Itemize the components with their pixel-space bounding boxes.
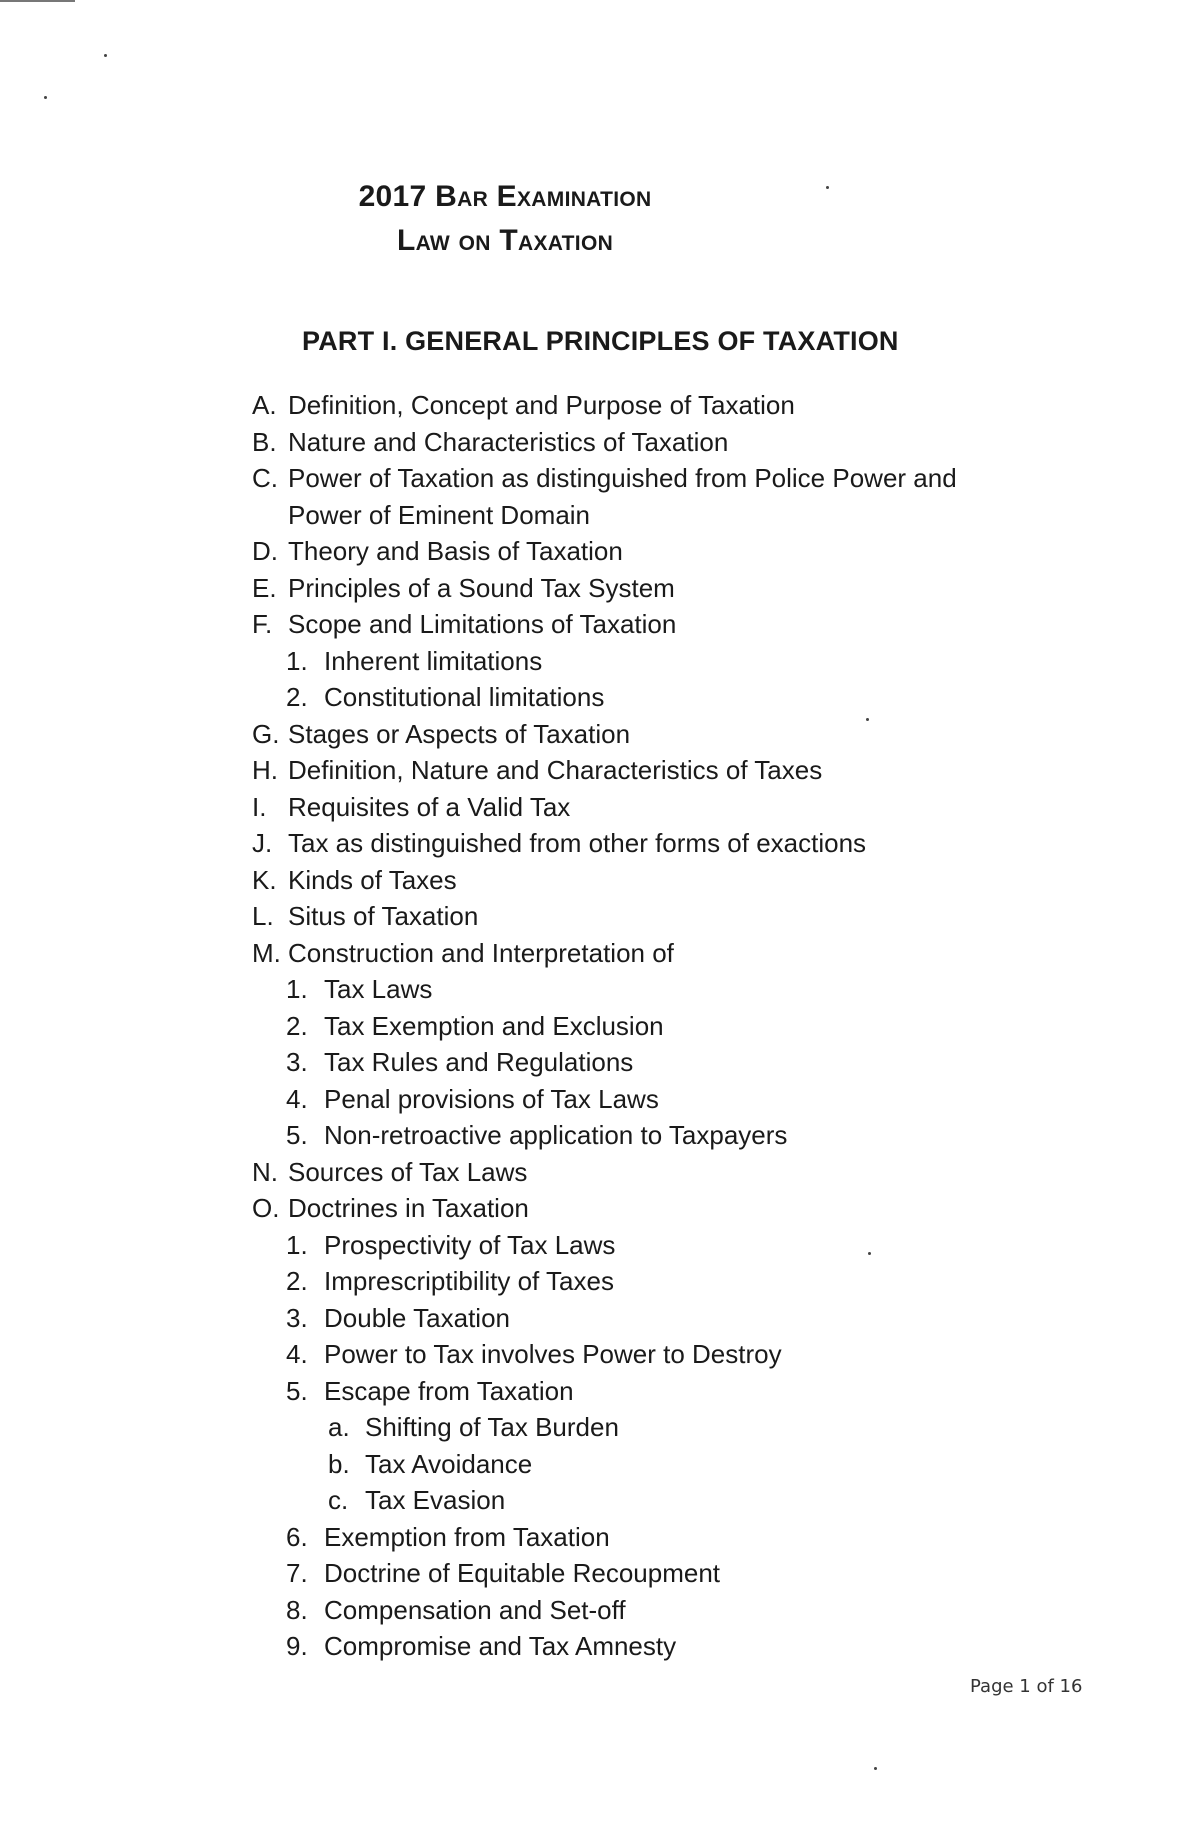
outline-item-label: N. xyxy=(252,1156,278,1187)
outline-item-text: Compensation and Set-off xyxy=(324,1594,626,1625)
outline-subitem xyxy=(252,1555,1052,1592)
outline-item-label: a. xyxy=(328,1412,350,1442)
outline-item-label: M. xyxy=(252,937,281,968)
outline-item xyxy=(252,424,1052,461)
outline-item-label: 1. xyxy=(286,974,308,1004)
outline-item-label: 5. xyxy=(286,1375,308,1406)
outline-item-label: c. xyxy=(328,1485,349,1515)
outline-item-text: Constitutional limitations xyxy=(324,682,605,712)
outline-subitem xyxy=(252,679,1052,716)
outline-item-label: G. xyxy=(252,718,280,749)
outline-item-text: Tax Avoidance xyxy=(365,1448,533,1479)
outline-item-text: Shifting of Tax Burden xyxy=(365,1412,619,1442)
outline-item-label: D. xyxy=(252,536,278,566)
outline-item-label: C. xyxy=(252,463,278,493)
outline-item-text: Prospectivity of Tax Laws xyxy=(324,1229,616,1260)
outline-item-text: Inherent limitations xyxy=(324,645,543,676)
outline-item-label: 4. xyxy=(286,1339,308,1369)
outline-subitem xyxy=(252,1117,1052,1154)
title-exam: Bar Examination xyxy=(435,180,652,213)
outline-item-text: Definition, Concept and Purpose of Taxation xyxy=(288,390,795,420)
outline-item-text: Tax Exemption and Exclusion xyxy=(324,1010,664,1041)
outline-item-label: K. xyxy=(252,864,277,895)
outline-item-label: 1. xyxy=(286,1229,308,1260)
outline-subsubitem xyxy=(252,1409,1052,1446)
outline-item-label: 5. xyxy=(286,1120,308,1150)
scan-speck xyxy=(826,186,829,189)
outline-item xyxy=(252,606,1052,643)
outline-item-text: Escape from Taxation xyxy=(324,1375,574,1406)
outline-subitem xyxy=(252,1336,1052,1373)
outline-item-label: O. xyxy=(252,1193,280,1223)
outline-item xyxy=(252,570,1052,607)
scan-speck xyxy=(44,96,47,99)
outline-item xyxy=(252,1154,1052,1191)
outline-subitem xyxy=(252,971,1052,1008)
outline-item-text: Imprescriptibility of Taxes xyxy=(324,1266,614,1296)
outline-item-text: Penal provisions of Tax Laws xyxy=(324,1083,659,1114)
outline-item-label: 4. xyxy=(286,1083,308,1114)
outline-subitem xyxy=(252,1044,1052,1081)
outline-item xyxy=(252,533,1052,570)
outline-item-label: A. xyxy=(252,390,277,420)
outline-subitem xyxy=(252,1628,1052,1665)
outline-subitem xyxy=(252,1008,1052,1045)
outline-item-text: Theory and Basis of Taxation xyxy=(288,536,623,566)
outline-item-text: Tax Evasion xyxy=(365,1485,506,1515)
outline-subsubitem xyxy=(252,1482,1052,1519)
outline-item-label: 9. xyxy=(286,1631,308,1661)
outline-item-text: Compromise and Tax Amnesty xyxy=(324,1631,677,1661)
outline-subitem xyxy=(252,1263,1052,1300)
part-heading: PART I. GENERAL PRINCIPLES OF TAXATION xyxy=(302,326,899,356)
outline-subitem xyxy=(252,1519,1052,1556)
outline-item-text: Power to Tax involves Power to Destroy xyxy=(324,1339,782,1369)
outline-item-label: B. xyxy=(252,426,277,457)
outline-item-text: Doctrine of Equitable Recoupment xyxy=(324,1558,721,1588)
outline-item-text: Scope and Limitations of Taxation xyxy=(288,609,677,639)
outline-item xyxy=(252,752,1052,789)
outline-subitem xyxy=(252,1081,1052,1118)
title-subject: Law on Taxation xyxy=(396,224,614,257)
outline-item xyxy=(252,935,1052,972)
outline-item-text: Principles of a Sound Tax System xyxy=(288,572,675,603)
outline-item xyxy=(252,862,1052,899)
title-year: 2017 xyxy=(358,180,427,213)
outline-subsubitem xyxy=(252,1446,1052,1483)
outline-item-text: Sources of Tax Laws xyxy=(288,1156,528,1187)
outline-item-text: Definition, Nature and Characteristics of Taxes xyxy=(288,755,823,785)
outline-item-text: Power of Taxation as distinguished from Police Power and Power of Eminent Domain xyxy=(288,463,957,530)
outline-item-text: Exemption from Taxation xyxy=(324,1521,610,1552)
outline-item-label: 2. xyxy=(286,682,308,712)
outline-item xyxy=(252,789,1052,826)
outline-item xyxy=(252,898,1052,935)
outline-item-label: I. xyxy=(252,791,267,822)
outline-item xyxy=(252,1190,1052,1227)
outline-item-label: E. xyxy=(252,572,277,603)
outline-item xyxy=(252,825,1052,862)
outline-item-label: L. xyxy=(252,901,274,931)
outline-item-text: Doctrines in Taxation xyxy=(288,1193,529,1223)
outline-item-label: 7. xyxy=(286,1558,308,1588)
outline-item xyxy=(252,716,1052,753)
outline-item-label: 3. xyxy=(286,1302,308,1333)
outline-item-text: Tax as distinguished from other forms of exactions xyxy=(288,828,867,858)
outline-item-text: Stages or Aspects of Taxation xyxy=(288,718,631,749)
outline-item-text: Double Taxation xyxy=(324,1302,510,1333)
outline-item-text: Nature and Characteristics of Taxation xyxy=(288,426,729,457)
outline-item-label: 2. xyxy=(286,1266,308,1296)
outline-item-label: H. xyxy=(252,755,278,785)
outline-item-text: Situs of Taxation xyxy=(288,901,479,931)
syllabus-outline xyxy=(252,387,1052,1665)
page-number: Page 1 of 16 xyxy=(970,1676,1083,1697)
outline-item-label: 6. xyxy=(286,1521,308,1552)
outline-subitem xyxy=(252,1227,1052,1264)
outline-item-label: 3. xyxy=(286,1047,308,1077)
outline-item-text: Tax Rules and Regulations xyxy=(324,1047,634,1077)
outline-item-text: Requisites of a Valid Tax xyxy=(288,791,571,822)
outline-item-label: b. xyxy=(328,1448,350,1479)
document-title-line2 xyxy=(0,224,1105,258)
outline-subitem xyxy=(252,643,1052,680)
outline-subitem xyxy=(252,1373,1052,1410)
outline-item-text: Non-retroactive application to Taxpayers xyxy=(324,1120,788,1150)
outline-item-label: J. xyxy=(252,828,273,858)
outline-item-text: Construction and Interpretation of xyxy=(288,937,674,968)
outline-item xyxy=(252,387,1052,424)
outline-item-label: 8. xyxy=(286,1594,308,1625)
outline-item-label: F. xyxy=(252,609,273,639)
scan-speck xyxy=(866,718,869,721)
scan-speck xyxy=(874,1767,877,1770)
outline-item-text: Tax Laws xyxy=(324,974,433,1004)
outline-item-label: 2. xyxy=(286,1010,308,1041)
scan-speck xyxy=(868,1252,871,1255)
document-title-line1 xyxy=(0,180,1105,214)
outline-subitem xyxy=(252,1592,1052,1629)
outline-item xyxy=(252,460,1052,533)
scan-edge-line xyxy=(0,0,75,2)
outline-subitem xyxy=(252,1300,1052,1337)
outline-item-text: Kinds of Taxes xyxy=(288,864,457,895)
scan-speck xyxy=(104,54,107,57)
outline-item-label: 1. xyxy=(286,645,308,676)
